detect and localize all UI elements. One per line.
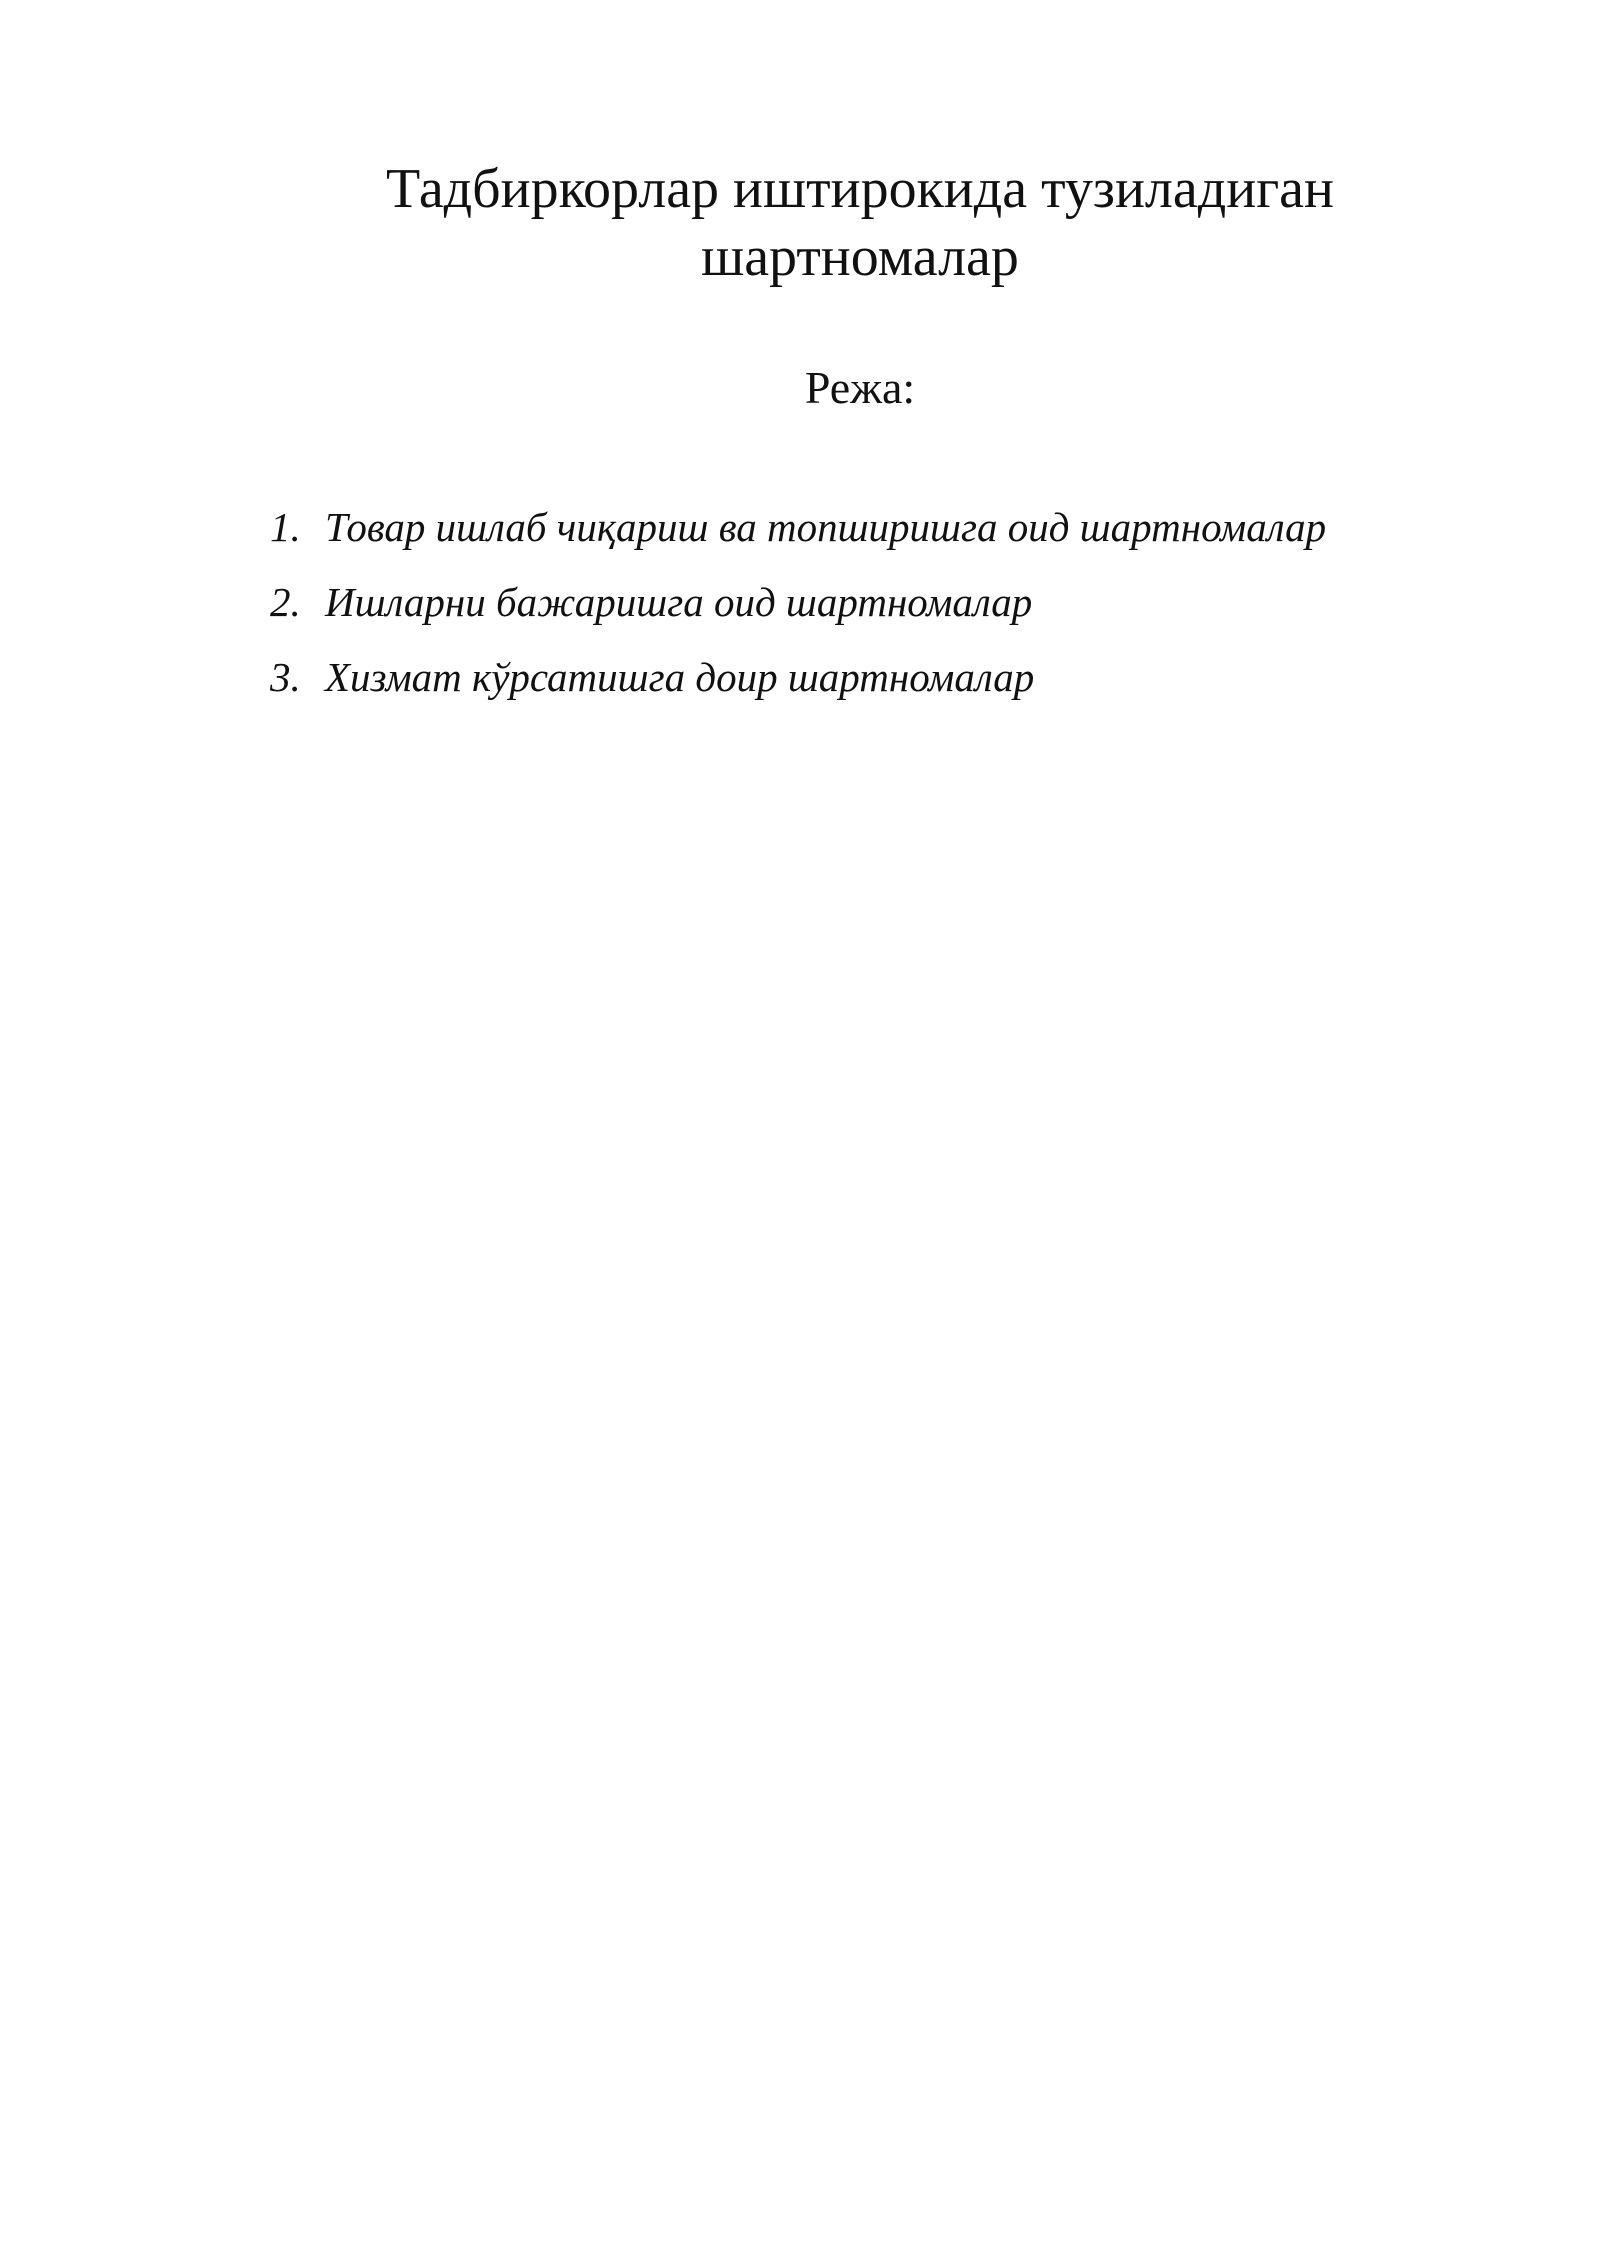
- plan-list: [270, 500, 1470, 725]
- plan-item-number: 2.: [270, 579, 301, 625]
- plan-item-text: Товар ишлаб чиқариш ва топширишга оид шартномалар: [325, 504, 1327, 550]
- document-title: Тадбиркорлар иштирокида тузиладиган шартномалар: [386, 158, 1334, 288]
- plan-item-text: Хизмат кўрсатишга доир шартномалар: [325, 654, 1035, 700]
- plan-item-number: 1.: [270, 504, 301, 550]
- plan-item: [270, 575, 1470, 629]
- plan-item: [270, 650, 1470, 704]
- plan-heading: Режа:: [804, 362, 916, 413]
- plan-item: [270, 500, 1470, 554]
- plan-item-text: Ишларни бажаришга оид шартномалар: [325, 579, 1033, 625]
- plan-item-number: 3.: [270, 654, 301, 700]
